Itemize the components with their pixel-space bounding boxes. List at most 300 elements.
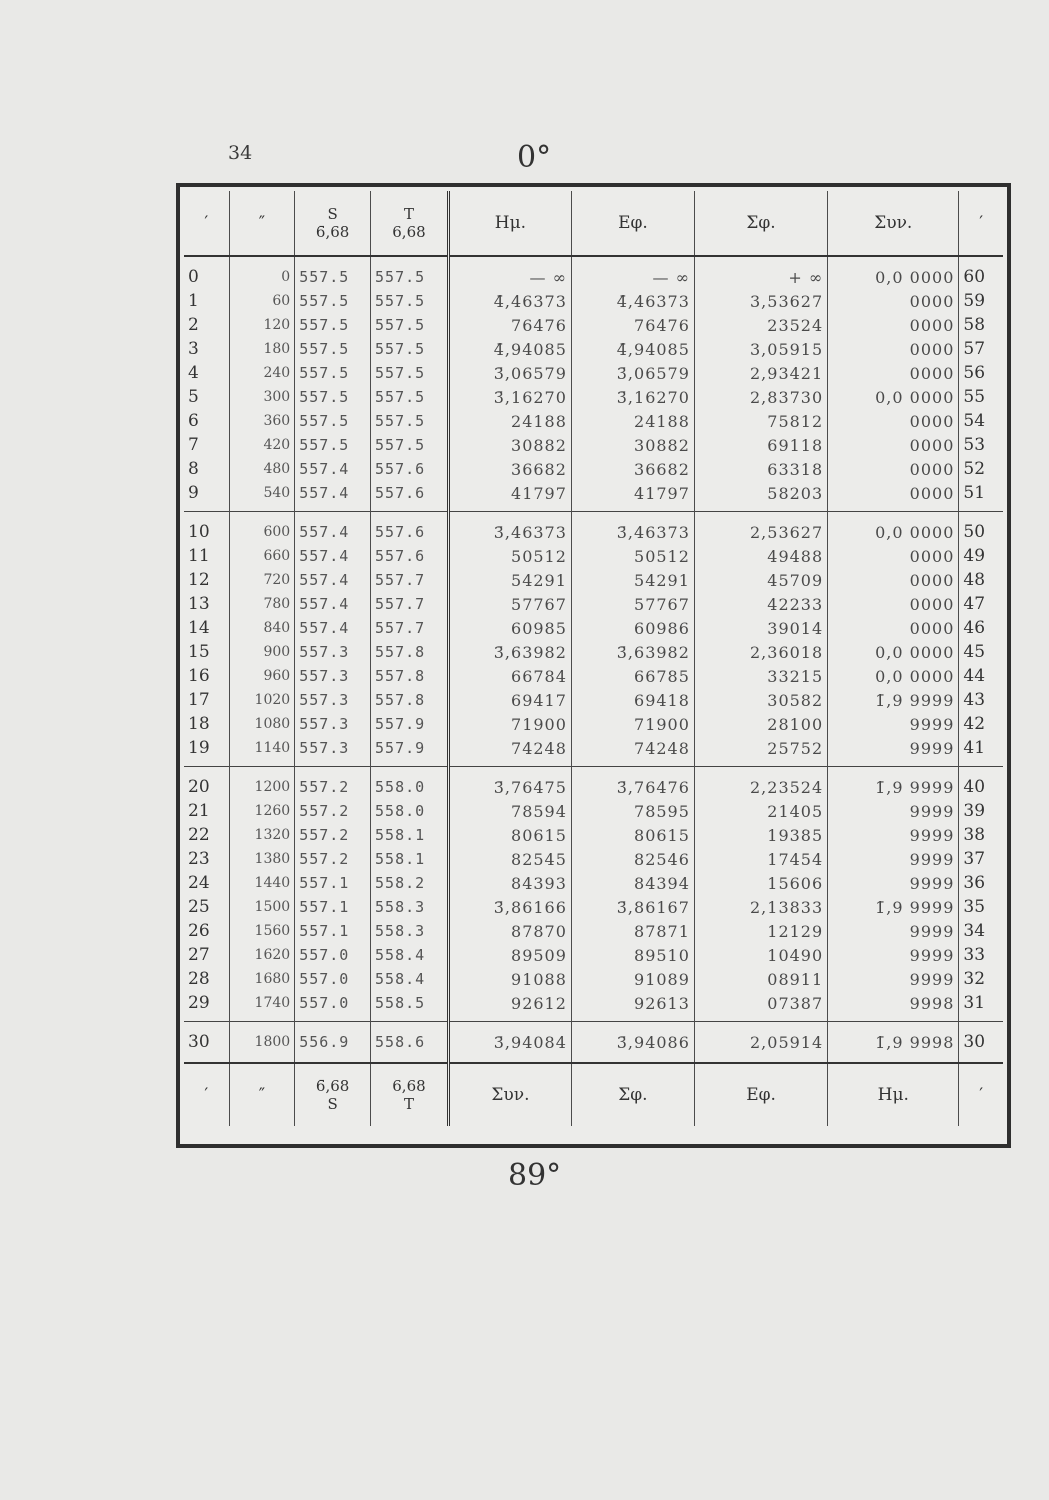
s-cell: 557.5 bbox=[295, 337, 371, 361]
t-cell: 558.0 bbox=[371, 767, 449, 800]
t-cell: 558.2 bbox=[371, 871, 449, 895]
hm-cell: — ∞ bbox=[448, 256, 571, 289]
table-row bbox=[184, 664, 1003, 688]
s-cell: 557.4 bbox=[295, 544, 371, 568]
minute-cell: 4 bbox=[188, 363, 199, 383]
t-cell: 557.6 bbox=[371, 457, 449, 481]
right-minute-cell: 56 bbox=[959, 361, 1003, 385]
seconds-cell: 720 bbox=[229, 568, 295, 592]
sun-cell: 0000 bbox=[828, 457, 959, 481]
minute-cell: 30 bbox=[184, 1022, 229, 1064]
footer-t bbox=[371, 1063, 449, 1126]
s-cell: 557.5 bbox=[295, 313, 371, 337]
ef-cell: 78595 bbox=[571, 799, 694, 823]
seconds-cell: 1620 bbox=[229, 943, 295, 967]
header-s-label: S bbox=[327, 205, 338, 223]
t-cell: 558.4 bbox=[371, 967, 449, 991]
sun-cell: 0000 bbox=[828, 409, 959, 433]
right-minute-cell: 42 bbox=[959, 712, 1003, 736]
s-cell: 556.9 bbox=[295, 1022, 371, 1064]
sun-cell: 0000 bbox=[828, 337, 959, 361]
hm-cell: 3̄,46373 bbox=[448, 512, 571, 545]
right-minute-cell: 54 bbox=[959, 409, 1003, 433]
seconds-cell: 1380 bbox=[229, 847, 295, 871]
seconds-cell: 540 bbox=[229, 481, 295, 512]
t-cell: 557.5 bbox=[371, 337, 449, 361]
footer-hm: Ημ. bbox=[828, 1063, 959, 1126]
minute-cell: 23 bbox=[188, 849, 210, 869]
t-cell: 557.5 bbox=[371, 433, 449, 457]
t-cell: 557.7 bbox=[371, 592, 449, 616]
header-t-value: 6,68 bbox=[392, 223, 426, 241]
hm-cell: 3̄,76475 bbox=[448, 767, 571, 800]
seconds-cell: 1440 bbox=[229, 871, 295, 895]
minute-cell: 15 bbox=[188, 642, 210, 662]
seconds-cell: 780 bbox=[229, 592, 295, 616]
s-cell: 557.4 bbox=[295, 592, 371, 616]
sf-cell: 69118 bbox=[694, 433, 827, 457]
seconds-cell: 1800 bbox=[229, 1022, 295, 1064]
bottom-degree-label: 89° bbox=[508, 1158, 562, 1193]
right-minute-cell: 58 bbox=[959, 313, 1003, 337]
table-row bbox=[184, 409, 1003, 433]
ef-cell: 3̄,06579 bbox=[571, 361, 694, 385]
footer-t-label: T bbox=[403, 1095, 414, 1113]
t-cell: 557.5 bbox=[371, 313, 449, 337]
seconds-cell: 1260 bbox=[229, 799, 295, 823]
hm-cell: 69417 bbox=[448, 688, 571, 712]
seconds-cell: 360 bbox=[229, 409, 295, 433]
seconds-cell: 900 bbox=[229, 640, 295, 664]
sun-cell: 0000 bbox=[828, 592, 959, 616]
hm-cell: 76476 bbox=[448, 313, 571, 337]
sf-cell: 58203 bbox=[694, 481, 827, 512]
seconds-cell: 1560 bbox=[229, 919, 295, 943]
sf-cell: 12129 bbox=[694, 919, 827, 943]
ef-cell: 60986 bbox=[571, 616, 694, 640]
sf-cell: 2,53627 bbox=[694, 512, 827, 545]
footer-sf: Σφ. bbox=[571, 1063, 694, 1126]
minute-cell: 5 bbox=[188, 387, 199, 407]
seconds-cell: 1500 bbox=[229, 895, 295, 919]
sf-cell: 19385 bbox=[694, 823, 827, 847]
sun-cell: 9999 bbox=[828, 847, 959, 871]
hm-cell: 3̄,63982 bbox=[448, 640, 571, 664]
table-row bbox=[184, 823, 1003, 847]
sf-cell: 2,36018 bbox=[694, 640, 827, 664]
hm-cell: 66784 bbox=[448, 664, 571, 688]
ef-cell: 4̄,94085 bbox=[571, 337, 694, 361]
sf-cell: 2,93421 bbox=[694, 361, 827, 385]
t-cell: 558.5 bbox=[371, 991, 449, 1022]
footer-minutes: ′ bbox=[184, 1063, 229, 1126]
sun-cell: 0000 bbox=[828, 289, 959, 313]
sf-cell: 07387 bbox=[694, 991, 827, 1022]
table-row bbox=[184, 895, 1003, 919]
minute-cell: 29 bbox=[188, 993, 210, 1013]
sun-cell: 0000 bbox=[828, 433, 959, 457]
sun-cell: 1̄,9 9999 bbox=[828, 895, 959, 919]
right-minute-cell: 48 bbox=[959, 568, 1003, 592]
sun-cell: 9999 bbox=[828, 799, 959, 823]
footer-right-minutes: ′ bbox=[959, 1063, 1003, 1126]
hm-cell: 3̄,86166 bbox=[448, 895, 571, 919]
seconds-cell: 960 bbox=[229, 664, 295, 688]
sf-cell: 23524 bbox=[694, 313, 827, 337]
table-row bbox=[184, 433, 1003, 457]
ef-cell: 87871 bbox=[571, 919, 694, 943]
sf-cell: 42233 bbox=[694, 592, 827, 616]
seconds-cell: 480 bbox=[229, 457, 295, 481]
sun-cell: 0,0 0000 bbox=[828, 664, 959, 688]
minute-cell: 14 bbox=[188, 618, 210, 638]
ef-cell: 69418 bbox=[571, 688, 694, 712]
hm-cell: 71900 bbox=[448, 712, 571, 736]
right-minute-cell: 38 bbox=[959, 823, 1003, 847]
right-minute-cell: 55 bbox=[959, 385, 1003, 409]
s-cell: 557.0 bbox=[295, 967, 371, 991]
ef-cell: 24188 bbox=[571, 409, 694, 433]
s-cell: 557.2 bbox=[295, 767, 371, 800]
t-cell: 558.1 bbox=[371, 823, 449, 847]
hm-cell: 80615 bbox=[448, 823, 571, 847]
seconds-cell: 180 bbox=[229, 337, 295, 361]
sf-cell: 39014 bbox=[694, 616, 827, 640]
t-cell: 557.6 bbox=[371, 481, 449, 512]
s-cell: 557.3 bbox=[295, 688, 371, 712]
minute-cell: 21 bbox=[188, 801, 210, 821]
hm-cell: 89509 bbox=[448, 943, 571, 967]
seconds-cell: 0 bbox=[229, 256, 295, 289]
seconds-cell: 1020 bbox=[229, 688, 295, 712]
ef-cell: 3̄,94086 bbox=[571, 1022, 694, 1064]
footer-s bbox=[295, 1063, 371, 1126]
right-minute-cell: 34 bbox=[959, 919, 1003, 943]
minute-cell: 19 bbox=[188, 738, 210, 758]
table-row bbox=[184, 457, 1003, 481]
sun-cell: 9999 bbox=[828, 943, 959, 967]
minute-cell: 7 bbox=[188, 435, 199, 455]
ef-cell: 80615 bbox=[571, 823, 694, 847]
t-cell: 557.9 bbox=[371, 736, 449, 767]
minute-cell: 2 bbox=[188, 315, 199, 335]
s-cell: 557.3 bbox=[295, 664, 371, 688]
t-cell: 557.8 bbox=[371, 664, 449, 688]
hm-cell: 24188 bbox=[448, 409, 571, 433]
table-row bbox=[184, 712, 1003, 736]
footer-s-label: S bbox=[327, 1095, 338, 1113]
s-cell: 557.1 bbox=[295, 919, 371, 943]
table-row bbox=[184, 361, 1003, 385]
table-row bbox=[184, 943, 1003, 967]
hm-cell: 4̄,94085 bbox=[448, 337, 571, 361]
right-minute-cell: 57 bbox=[959, 337, 1003, 361]
t-cell: 558.3 bbox=[371, 895, 449, 919]
t-cell: 557.9 bbox=[371, 712, 449, 736]
seconds-cell: 840 bbox=[229, 616, 295, 640]
ef-cell: 3̄,46373 bbox=[571, 512, 694, 545]
ef-cell: 91089 bbox=[571, 967, 694, 991]
table-row bbox=[184, 481, 1003, 512]
ef-cell: 57767 bbox=[571, 592, 694, 616]
seconds-cell: 600 bbox=[229, 512, 295, 545]
s-cell: 557.4 bbox=[295, 616, 371, 640]
right-minute-cell: 41 bbox=[959, 736, 1003, 767]
sun-cell: 0,0 0000 bbox=[828, 640, 959, 664]
sun-cell: 9999 bbox=[828, 919, 959, 943]
sf-cell: 49488 bbox=[694, 544, 827, 568]
ef-cell: 3̄,16270 bbox=[571, 385, 694, 409]
hm-cell: 41797 bbox=[448, 481, 571, 512]
sun-cell: 0000 bbox=[828, 544, 959, 568]
s-cell: 557.5 bbox=[295, 289, 371, 313]
sun-cell: 1̄,9 9998 bbox=[828, 1022, 959, 1064]
sun-cell: 0000 bbox=[828, 481, 959, 512]
right-minute-cell: 36 bbox=[959, 871, 1003, 895]
table-row bbox=[184, 512, 1003, 545]
sun-cell: 0,0 0000 bbox=[828, 256, 959, 289]
table-row bbox=[184, 767, 1003, 800]
sun-cell: 9998 bbox=[828, 991, 959, 1022]
sf-cell: 2,83730 bbox=[694, 385, 827, 409]
row-group bbox=[184, 1022, 1003, 1064]
hm-cell: 74248 bbox=[448, 736, 571, 767]
table-row bbox=[184, 592, 1003, 616]
header-minutes: ′ bbox=[184, 191, 229, 256]
sun-cell: 1̄,9 9999 bbox=[828, 688, 959, 712]
t-cell: 558.4 bbox=[371, 943, 449, 967]
ef-cell: 54291 bbox=[571, 568, 694, 592]
minute-cell: 25 bbox=[188, 897, 210, 917]
table-row bbox=[184, 991, 1003, 1022]
hm-cell: 91088 bbox=[448, 967, 571, 991]
right-minute-cell: 47 bbox=[959, 592, 1003, 616]
sf-cell: 3,05915 bbox=[694, 337, 827, 361]
header-ef: Εφ. bbox=[571, 191, 694, 256]
hm-cell: 30882 bbox=[448, 433, 571, 457]
row-group bbox=[184, 512, 1003, 767]
minute-cell: 18 bbox=[188, 714, 210, 734]
hm-cell: 54291 bbox=[448, 568, 571, 592]
t-cell: 557.5 bbox=[371, 289, 449, 313]
hm-cell: 3̄,94084 bbox=[448, 1022, 571, 1064]
hm-cell: 3̄,06579 bbox=[448, 361, 571, 385]
t-cell: 558.6 bbox=[371, 1022, 449, 1064]
sun-cell: 1̄,9 9999 bbox=[828, 767, 959, 800]
hm-cell: 87870 bbox=[448, 919, 571, 943]
table-row bbox=[184, 1022, 1003, 1064]
s-cell: 557.5 bbox=[295, 433, 371, 457]
right-minute-cell: 49 bbox=[959, 544, 1003, 568]
table-row bbox=[184, 337, 1003, 361]
t-cell: 558.0 bbox=[371, 799, 449, 823]
seconds-cell: 120 bbox=[229, 313, 295, 337]
seconds-cell: 1080 bbox=[229, 712, 295, 736]
minute-cell: 10 bbox=[184, 512, 229, 545]
table-row bbox=[184, 256, 1003, 289]
header-s-value: 6̄,68 bbox=[315, 223, 350, 241]
hm-cell: 57767 bbox=[448, 592, 571, 616]
ef-cell: 84394 bbox=[571, 871, 694, 895]
t-cell: 557.5 bbox=[371, 361, 449, 385]
table-row bbox=[184, 688, 1003, 712]
right-minute-cell: 53 bbox=[959, 433, 1003, 457]
hm-cell: 4̄,46373 bbox=[448, 289, 571, 313]
minute-cell: 9 bbox=[188, 483, 199, 503]
sf-cell: 33215 bbox=[694, 664, 827, 688]
right-minute-cell: 30 bbox=[959, 1022, 1003, 1064]
header-sun: Συν. bbox=[828, 191, 959, 256]
sun-cell: 0000 bbox=[828, 616, 959, 640]
right-minute-cell: 50 bbox=[959, 512, 1003, 545]
minute-cell: 6 bbox=[188, 411, 199, 431]
t-cell: 557.6 bbox=[371, 512, 449, 545]
s-cell: 557.5 bbox=[295, 409, 371, 433]
table-row bbox=[184, 616, 1003, 640]
minute-cell: 8 bbox=[188, 459, 199, 479]
ef-cell: 3̄,63982 bbox=[571, 640, 694, 664]
seconds-cell: 660 bbox=[229, 544, 295, 568]
ef-cell: 36682 bbox=[571, 457, 694, 481]
seconds-cell: 420 bbox=[229, 433, 295, 457]
footer-s-value: 6̄,68 bbox=[315, 1077, 350, 1095]
hm-cell: 92612 bbox=[448, 991, 571, 1022]
sun-cell: 9999 bbox=[828, 712, 959, 736]
seconds-cell: 1200 bbox=[229, 767, 295, 800]
t-cell: 558.1 bbox=[371, 847, 449, 871]
s-cell: 557.0 bbox=[295, 943, 371, 967]
right-minute-cell: 46 bbox=[959, 616, 1003, 640]
sun-cell: 0000 bbox=[828, 313, 959, 337]
hm-cell: 50512 bbox=[448, 544, 571, 568]
s-cell: 557.1 bbox=[295, 895, 371, 919]
ef-cell: 30882 bbox=[571, 433, 694, 457]
sun-cell: 9999 bbox=[828, 823, 959, 847]
footer-seconds: ″ bbox=[229, 1063, 295, 1126]
right-minute-cell: 40 bbox=[959, 767, 1003, 800]
ef-cell: — ∞ bbox=[571, 256, 694, 289]
s-cell: 557.3 bbox=[295, 712, 371, 736]
ef-cell: 66785 bbox=[571, 664, 694, 688]
row-group bbox=[184, 256, 1003, 512]
ef-cell: 41797 bbox=[571, 481, 694, 512]
header-t-label: T bbox=[403, 205, 414, 223]
s-cell: 557.2 bbox=[295, 823, 371, 847]
sf-cell: 3,53627 bbox=[694, 289, 827, 313]
minute-cell: 1 bbox=[188, 291, 199, 311]
minute-cell: 26 bbox=[188, 921, 210, 941]
sun-cell: 0,0 0000 bbox=[828, 385, 959, 409]
table-header-row bbox=[184, 191, 1003, 256]
t-cell: 557.8 bbox=[371, 688, 449, 712]
sun-cell: 9999 bbox=[828, 871, 959, 895]
seconds-cell: 1680 bbox=[229, 967, 295, 991]
t-cell: 557.5 bbox=[371, 409, 449, 433]
seconds-cell: 1140 bbox=[229, 736, 295, 767]
s-cell: 557.2 bbox=[295, 847, 371, 871]
sun-cell: 0000 bbox=[828, 361, 959, 385]
hm-cell: 82545 bbox=[448, 847, 571, 871]
sf-cell: 08911 bbox=[694, 967, 827, 991]
ef-cell: 4̄,46373 bbox=[571, 289, 694, 313]
sf-cell: 10490 bbox=[694, 943, 827, 967]
ef-cell: 82546 bbox=[571, 847, 694, 871]
sun-cell: 0000 bbox=[828, 568, 959, 592]
right-minute-cell: 39 bbox=[959, 799, 1003, 823]
s-cell: 557.4 bbox=[295, 481, 371, 512]
footer-sun: Συν. bbox=[448, 1063, 571, 1126]
log-table-frame bbox=[176, 183, 1011, 1148]
sf-cell: 28100 bbox=[694, 712, 827, 736]
header-right-minutes: ′ bbox=[959, 191, 1003, 256]
s-cell: 557.3 bbox=[295, 640, 371, 664]
right-minute-cell: 31 bbox=[959, 991, 1003, 1022]
sun-cell: 9999 bbox=[828, 967, 959, 991]
minute-cell: 3 bbox=[188, 339, 199, 359]
right-minute-cell: 59 bbox=[959, 289, 1003, 313]
sf-cell: 45709 bbox=[694, 568, 827, 592]
t-cell: 557.5 bbox=[371, 256, 449, 289]
table-row bbox=[184, 568, 1003, 592]
table-row bbox=[184, 736, 1003, 767]
minute-cell: 13 bbox=[188, 594, 210, 614]
right-minute-cell: 52 bbox=[959, 457, 1003, 481]
right-minute-cell: 51 bbox=[959, 481, 1003, 512]
header-sf: Σφ. bbox=[694, 191, 827, 256]
t-cell: 557.8 bbox=[371, 640, 449, 664]
minute-cell: 28 bbox=[188, 969, 210, 989]
right-minute-cell: 35 bbox=[959, 895, 1003, 919]
hm-cell: 3̄,16270 bbox=[448, 385, 571, 409]
header-hm: Ημ. bbox=[448, 191, 571, 256]
row-group bbox=[184, 767, 1003, 1022]
table-row bbox=[184, 313, 1003, 337]
ef-cell: 3̄,86167 bbox=[571, 895, 694, 919]
sf-cell: 25752 bbox=[694, 736, 827, 767]
table-footer-row bbox=[184, 1063, 1003, 1126]
seconds-cell: 60 bbox=[229, 289, 295, 313]
s-cell: 557.0 bbox=[295, 991, 371, 1022]
minute-cell: 11 bbox=[188, 546, 210, 566]
t-cell: 558.3 bbox=[371, 919, 449, 943]
right-minute-cell: 33 bbox=[959, 943, 1003, 967]
table-row bbox=[184, 544, 1003, 568]
s-cell: 557.1 bbox=[295, 871, 371, 895]
seconds-cell: 240 bbox=[229, 361, 295, 385]
s-cell: 557.5 bbox=[295, 256, 371, 289]
right-minute-cell: 37 bbox=[959, 847, 1003, 871]
right-minute-cell: 45 bbox=[959, 640, 1003, 664]
minute-cell: 20 bbox=[184, 767, 229, 800]
sf-cell: 2,05914 bbox=[694, 1022, 827, 1064]
t-cell: 557.5 bbox=[371, 385, 449, 409]
s-cell: 557.3 bbox=[295, 736, 371, 767]
sf-cell: 30582 bbox=[694, 688, 827, 712]
hm-cell: 78594 bbox=[448, 799, 571, 823]
right-minute-cell: 43 bbox=[959, 688, 1003, 712]
hm-cell: 84393 bbox=[448, 871, 571, 895]
table-row bbox=[184, 640, 1003, 664]
footer-t-value: 6,68 bbox=[392, 1077, 426, 1095]
minute-cell: 24 bbox=[188, 873, 210, 893]
minute-cell: 22 bbox=[188, 825, 210, 845]
header-s bbox=[295, 191, 371, 256]
minute-cell: 27 bbox=[188, 945, 210, 965]
sf-cell: + ∞ bbox=[694, 256, 827, 289]
s-cell: 557.4 bbox=[295, 512, 371, 545]
sf-cell: 63318 bbox=[694, 457, 827, 481]
s-cell: 557.5 bbox=[295, 385, 371, 409]
